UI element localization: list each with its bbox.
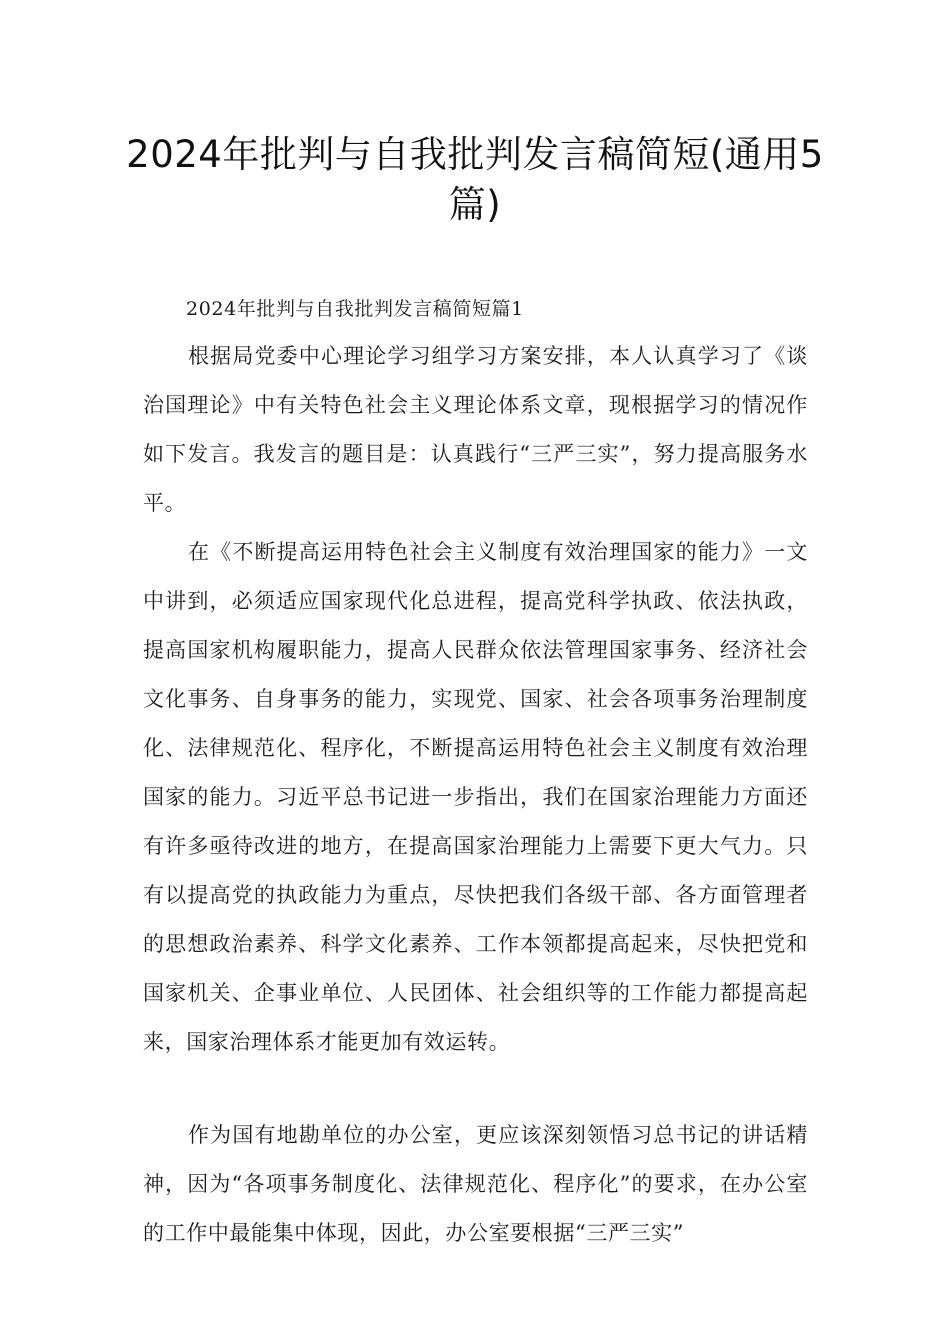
paragraph-2: 在《不断提高运用特色社会主义制度有效治理国家的能力》一文中讲到，必须适应国家现代化总进程，提高党科学执政、依法执政，提高国家机构履职能力，提高人民群众依法管理国家事务、经济社会文化事务、自身事务的能力，实现党、国家、社会各项事务治理制度化、法律规范化、程序化，不断提高运用特色社会主义制度有效治理国家的能力。习近平总书记进一步指出，我们在国家治理能力方面还有许多亟待改进的地方，在提高国家治理能力上需要下更大气力。只有以提高党的执政能力为重点，尽快把我们各级干部、各方面管理者的思想政治素养、科学文化素养、工作本领都提高起来，尽快把党和国家机关、企事业单位、人民团体、社会组织等的工作能力都提高起来，国家治理体系才能更加有效运转。 bbox=[143, 540, 808, 1054]
paragraph-3: 作为国有地勘单位的办公室，更应该深刻领悟习总书记的讲话精神，因为“各项事务制度化、法律规范化、程序化”的要求，在办公室的工作中最能集中体现，因此，办公室要根据“三严三实” bbox=[143, 1123, 808, 1245]
document-title: 2024年批判与自我批判发言稿简短(通用5篇) bbox=[126, 133, 824, 226]
section-heading: 2024年批判与自我批判发言稿简短篇1 bbox=[186, 298, 524, 320]
paragraph-1: 根据局党委中心理论学习组学习方案安排，本人认真学习了《谈治国理论》中有关特色社会主义理论体系文章，现根据学习的情况作如下发言。我发言的题目是：认真践行“三严三实”，努力提高服务水平。 bbox=[143, 344, 808, 515]
